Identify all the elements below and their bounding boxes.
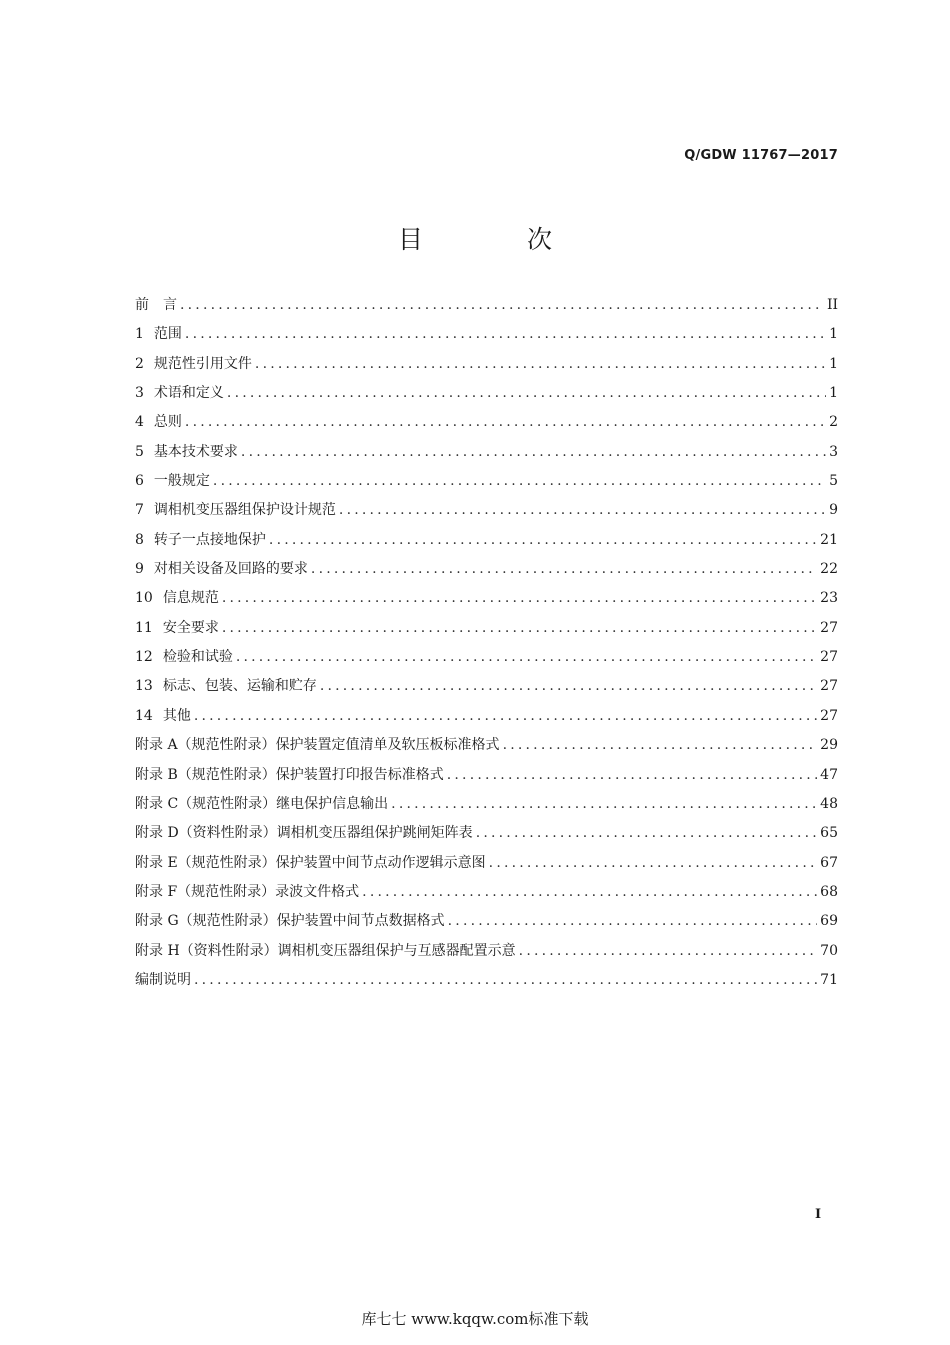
dot-leader (185, 408, 826, 437)
toc-number: 8 (135, 531, 144, 548)
toc-page-number: 5 (829, 473, 838, 490)
appendix-label: 附录 E（规范性附录） (135, 854, 276, 871)
dot-leader (222, 614, 817, 643)
appendix-label: 附录 C（规范性附录） (135, 795, 277, 812)
toc-number: 5 (135, 443, 144, 460)
toc-page-number: 22 (820, 561, 838, 578)
toc-page-number: 27 (820, 619, 838, 636)
dot-leader (447, 761, 817, 790)
dot-leader (194, 702, 817, 731)
toc-label: 信息规范 (162, 590, 219, 607)
toc-page-number: 1 (829, 326, 838, 343)
dot-leader (255, 350, 826, 379)
dot-leader (311, 555, 817, 584)
dot-leader (339, 496, 826, 525)
toc-entry[interactable] (135, 526, 838, 555)
toc-page-number: 27 (820, 707, 838, 724)
appendix-label: 附录 G（规范性附录） (135, 913, 277, 930)
appendix-label: 附录 H（资料性附录） (135, 942, 278, 959)
toc-appendix-entry[interactable] (135, 937, 838, 966)
dot-leader (489, 849, 818, 878)
toc-label: 总则 (153, 414, 182, 431)
toc-label: 对相关设备及回路的要求 (153, 561, 308, 578)
toc-number: 3 (135, 385, 144, 402)
table-of-contents (135, 291, 838, 995)
toc-page-number: 68 (820, 883, 838, 900)
footer-watermark: 库七七 www.kqqw.com标准下载 (361, 1310, 589, 1328)
toc-entry[interactable] (135, 350, 838, 379)
dot-leader (222, 584, 817, 613)
dot-leader (213, 467, 826, 496)
toc-page-number: 2 (829, 414, 838, 431)
toc-number: 6 (135, 473, 144, 490)
toc-page-number: 9 (829, 502, 838, 519)
dot-leader (476, 819, 817, 848)
dot-leader (391, 790, 817, 819)
dot-leader (194, 966, 817, 995)
toc-page-number: 65 (820, 825, 838, 842)
appendix-title: 保护装置定值清单及软压板标准格式 (275, 737, 500, 754)
toc-page-number: 71 (820, 971, 838, 988)
appendix-label: 附录 A（规范性附录） (135, 737, 276, 754)
document-code: Q/GDW 11767—2017 (684, 148, 838, 163)
toc-page-number: 1 (829, 355, 838, 372)
toc-page-number: 29 (820, 737, 838, 754)
appendix-title: 继电保护信息输出 (276, 795, 389, 812)
closing-label: 编制说明 (135, 971, 191, 988)
toc-appendix-entry[interactable] (135, 907, 838, 936)
toc-page-number: 3 (829, 443, 838, 460)
toc-entry[interactable] (135, 408, 838, 437)
toc-appendix-entry[interactable] (135, 761, 838, 790)
toc-page-number: 21 (820, 531, 838, 548)
toc-label: 一般规定 (153, 473, 210, 490)
appendix-label: 附录 B（规范性附录） (135, 766, 276, 783)
toc-number: 13 (135, 678, 153, 695)
appendix-title: 调相机变压器组保护跳闸矩阵表 (276, 825, 473, 842)
toc-page-number: 1 (829, 385, 838, 402)
toc-label: 安全要求 (162, 619, 219, 636)
toc-label: 其他 (162, 707, 191, 724)
dot-leader (362, 878, 817, 907)
dot-leader (503, 731, 818, 760)
dot-leader (519, 937, 818, 966)
toc-entry[interactable] (135, 467, 838, 496)
toc-page-number: 70 (820, 942, 838, 959)
toc-entry[interactable] (135, 702, 838, 731)
toc-page-number: 47 (820, 766, 838, 783)
toc-appendix-entry[interactable] (135, 849, 838, 878)
toc-label: 调相机变压器组保护设计规范 (153, 502, 336, 519)
toc-number: 1 (135, 326, 144, 343)
appendix-title: 保护装置中间节点数据格式 (276, 913, 445, 930)
toc-page-number: 27 (820, 649, 838, 666)
toc-appendix-entry[interactable] (135, 819, 838, 848)
dot-leader (180, 291, 824, 320)
toc-entry[interactable] (135, 438, 838, 467)
toc-entry[interactable] (135, 379, 838, 408)
toc-entry[interactable] (135, 584, 838, 613)
toc-entry[interactable] (135, 496, 838, 525)
appendix-label: 附录 F（规范性附录） (135, 883, 276, 900)
toc-appendix-entry[interactable] (135, 878, 838, 907)
toc-number: 11 (135, 619, 153, 636)
appendix-label: 附录 D（资料性附录） (135, 825, 277, 842)
toc-appendix-entry[interactable] (135, 731, 838, 760)
toc-entry[interactable] (135, 555, 838, 584)
toc-entry[interactable] (135, 291, 838, 320)
dot-leader (448, 907, 818, 936)
toc-label: 前 言 (135, 297, 177, 313)
toc-appendix-entry[interactable] (135, 790, 838, 819)
toc-number: 10 (135, 590, 153, 607)
appendix-title: 保护装置打印报告标准格式 (275, 766, 444, 783)
toc-number: 9 (135, 561, 144, 578)
toc-label: 范围 (153, 326, 182, 343)
dot-leader (241, 438, 826, 467)
dot-leader (185, 320, 826, 349)
toc-number: 2 (135, 355, 144, 372)
toc-entry[interactable] (135, 614, 838, 643)
toc-label: 基本技术要求 (153, 443, 238, 460)
toc-page-number: 69 (820, 913, 838, 930)
toc-number: 4 (135, 414, 144, 431)
toc-label: 检验和试验 (162, 649, 233, 666)
toc-page-number: II (826, 297, 838, 313)
toc-page-number: 67 (820, 854, 838, 871)
dot-leader (236, 643, 817, 672)
toc-number: 12 (135, 649, 153, 666)
dot-leader (320, 672, 817, 701)
toc-label: 术语和定义 (153, 385, 224, 402)
toc-entry[interactable] (135, 320, 838, 349)
toc-label: 标志、包装、运输和贮存 (162, 678, 317, 695)
appendix-title: 保护装置中间节点动作逻辑示意图 (275, 854, 486, 871)
toc-label: 转子一点接地保护 (153, 531, 266, 548)
page-title: 目 次 (398, 225, 600, 254)
toc-number: 14 (135, 707, 153, 724)
dot-leader (227, 379, 826, 408)
toc-number: 7 (135, 502, 144, 519)
toc-page-number: 23 (820, 590, 838, 607)
toc-label: 规范性引用文件 (153, 355, 252, 372)
dot-leader (269, 526, 817, 555)
toc-page-number: 48 (820, 795, 838, 812)
appendix-title: 调相机变压器组保护与互感器配置示意 (277, 942, 516, 959)
toc-entry[interactable] (135, 672, 838, 701)
page-number: I (815, 1207, 822, 1222)
toc-entry[interactable] (135, 643, 838, 672)
toc-closing-entry[interactable] (135, 966, 838, 995)
toc-page-number: 27 (820, 678, 838, 695)
appendix-title: 录波文件格式 (275, 883, 360, 900)
